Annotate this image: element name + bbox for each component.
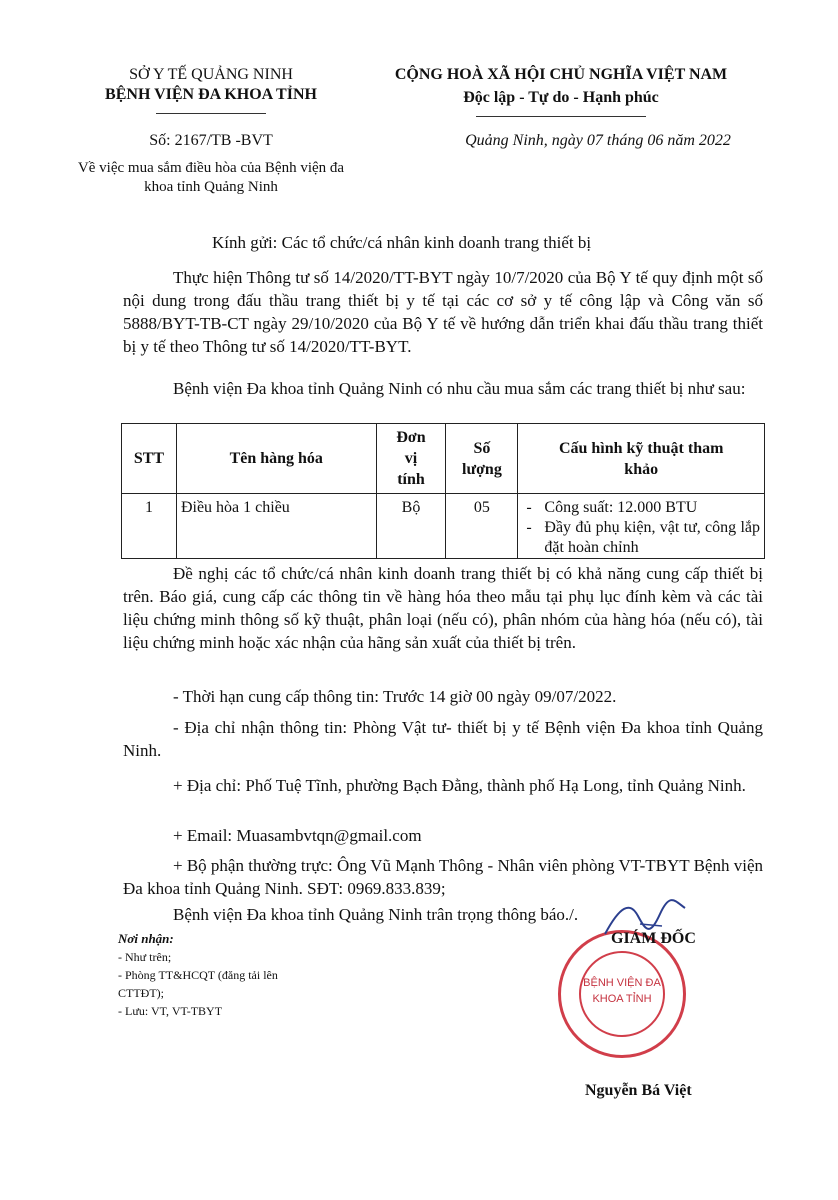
paragraph-demand: Bệnh viện Đa khoa tỉnh Quảng Ninh có nhu cầu mua sắm các trang thiết bị như sau: <box>173 379 746 398</box>
spec-item: - Đầy đủ phụ kiện, vật tư, công lắp đặt hoàn chỉnh <box>522 518 760 558</box>
subject-line-2: khoa tỉnh Quảng Ninh <box>144 179 278 195</box>
header-config <box>518 424 765 494</box>
recipients-item: - Lưu: VT, VT-TBYT <box>118 1004 223 1018</box>
header-name: Tên hàng hóa <box>176 424 376 494</box>
header-qty-l2: lượng <box>462 460 502 478</box>
place-date: Quảng Ninh, ngày 07 tháng 06 năm 2022 <box>465 132 731 149</box>
email-line: + Email: Muasambvtqn@gmail.com <box>173 826 422 845</box>
recipient-line: Kính gửi: Các tổ chức/cá nhân kinh doanh trang thiết bị <box>212 233 592 252</box>
recipients-title: Nơi nhận: <box>118 931 174 946</box>
closing-line: Bệnh viện Đa khoa tỉnh Quảng Ninh trân trọng thông báo./. <box>173 905 579 924</box>
cell-name: Điều hòa 1 chiều <box>176 494 376 559</box>
director-title: GIÁM ĐỐC <box>611 930 696 947</box>
subject-line-1: Về việc mua sắm điều hòa của Bệnh viện đa <box>77 160 345 176</box>
stamp-inner-ring: BỆNH VIỆN ĐA KHOA TỈNH <box>579 951 665 1037</box>
cell-config <box>518 494 765 559</box>
paragraph-legal-basis: Thực hiện Thông tư số 14/2020/TT-BYT ngày 10/7/2020 của Bộ Y tế quy định một số nội dung trong đấu thầu trang thiết bị y tế tại các cơ sở y tế công lập và Công văn số 5888/BYT-TB-CT ngày 29/10/2020 của Bộ Y tế về hướng dẫn triển khai đấu thầu trang thiết bị y tế theo Thông tư số 14/2020/TT-BYT. <box>123 268 763 356</box>
header-config-l1: Cấu hình kỹ thuật tham <box>558 439 724 457</box>
org-name: BỆNH VIỆN ĐA KHOA TỈNH <box>105 86 317 103</box>
cell-unit: Bộ <box>376 494 446 559</box>
header-qty-l1: Số <box>473 439 491 457</box>
motto: Độc lập - Tự do - Hạnh phúc <box>463 89 659 106</box>
table-row <box>122 494 765 559</box>
recipients-item: - Như trên; <box>118 950 172 964</box>
paragraph-request: Đề nghị các tổ chức/cá nhân kinh doanh trang thiết bị có khả năng cung cấp thiết bị trên. Báo giá, cung cấp các thông tin về hàng hóa theo mẫu tại phụ lục đính kèm và các tài liệu chứng minh thông số kỹ thuật, phân loại (nếu có), phân nhóm của hàng hóa (nếu có), tài liệu chứng minh hoặc xác nhận của hãng sản xuất của thiết bị trên. <box>123 564 763 652</box>
recipients-item: CTTĐT); <box>118 986 164 1000</box>
header-unit <box>376 424 446 494</box>
deadline-line: - Thời hạn cung cấp thông tin: Trước 14 giờ 00 ngày 09/07/2022. <box>173 687 617 706</box>
header-config-l2: khảo <box>624 460 659 478</box>
signer-name: Nguyễn Bá Việt <box>585 1082 692 1099</box>
country-name: CỘNG HOÀ XÃ HỘI CHỦ NGHĨA VIỆT NAM <box>394 66 728 83</box>
header-qty <box>446 424 518 494</box>
hospital-stamp <box>558 930 686 1058</box>
spec-item: - Công suất: 12.000 BTU <box>522 498 760 518</box>
table-header-row <box>122 424 765 494</box>
cell-stt: 1 <box>122 494 177 559</box>
motto-underline <box>476 116 646 117</box>
recipients-item: - Phòng TT&HCQT (đăng tải lên <box>118 968 278 982</box>
receive-address: - Địa chỉ nhận thông tin: Phòng Vật tư- thiết bị y tế Bệnh viện Đa khoa tỉnh Quảng Ninh. <box>123 718 763 760</box>
document-number: Số: 2167/TB -BVT <box>149 132 273 149</box>
header-unit-l2: vị <box>404 450 418 467</box>
street-address: + Địa chỉ: Phố Tuệ Tĩnh, phường Bạch Đằng, thành phố Hạ Long, tỉnh Quảng Ninh. <box>173 776 746 795</box>
goods-table <box>121 423 765 559</box>
org-name-parent: SỞ Y TẾ QUẢNG NINH <box>129 66 293 83</box>
header-unit-l1: Đơn <box>396 429 426 446</box>
contact-line: + Bộ phận thường trực: Ông Vũ Mạnh Thông - Nhân viên phòng VT-TBYT Bệnh viện Đa khoa tỉnh Quảng Ninh. SĐT: 0969.833.839; <box>123 856 763 898</box>
org-underline <box>156 113 266 114</box>
header-unit-l3: tính <box>397 471 425 488</box>
header-stt: STT <box>122 424 177 494</box>
cell-qty: 05 <box>446 494 518 559</box>
